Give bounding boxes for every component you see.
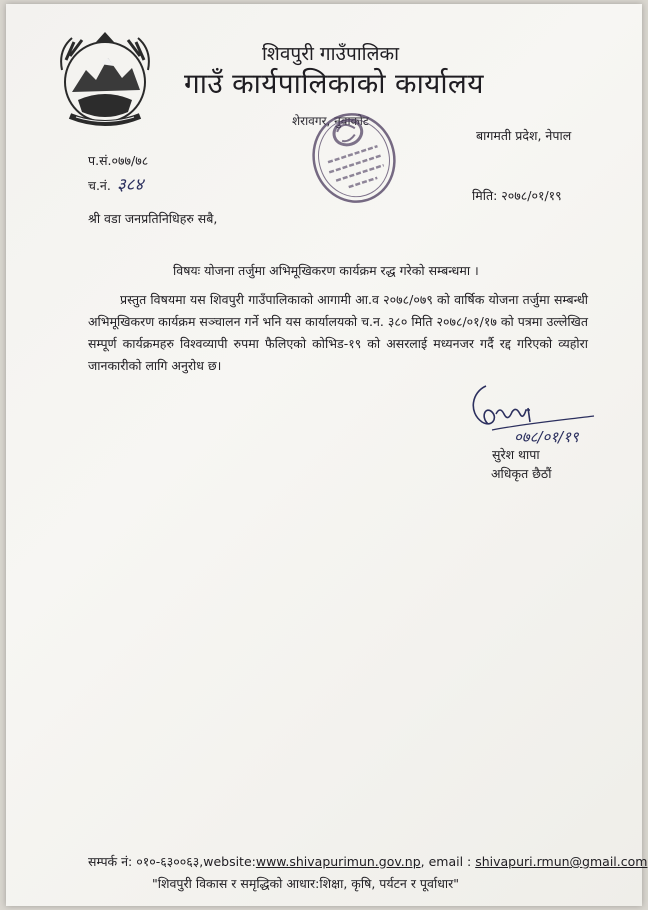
- letterhead-municipality: शिवपुरी गाउँपालिका: [262, 43, 399, 65]
- signature-date: ०७८/०१/१९: [514, 428, 579, 444]
- office-round-stamp-icon: [306, 106, 402, 210]
- nepal-government-emblem-icon: [56, 30, 154, 130]
- email-label: , email :: [420, 854, 476, 869]
- province-line: बागमती प्रदेश, नेपाल: [476, 128, 572, 143]
- dispatch-label: च.नं.: [88, 178, 111, 193]
- subject-line: विषयः योजना तर्जुमा अभिमूखिकरण कार्यक्रम रद्ध गरेको सम्बन्धमा ।: [173, 263, 479, 278]
- letterhead-address: शेरावगर, नुवाकोट: [292, 114, 369, 128]
- letter-date: मिति: २०७८/०१/१९: [472, 188, 562, 203]
- website-link[interactable]: www.shivapurimun.gov.np: [255, 854, 421, 869]
- signatory-title: अधिकृत छैठौं: [491, 466, 552, 481]
- signature-icon: [462, 382, 600, 444]
- footer-contact: [88, 853, 647, 870]
- body-paragraph: प्रस्तुत विषयमा यस शिवपुरी गाउँपालिकाको आगामी आ.व २०७८/०७९ को वार्षिक योजना तर्जुमा सम्बन्धी अभिमूखिकरण कार्यक्रम सञ्चालन गर्ने भनि यस कार्यालयको च.न. ३८० मिति २०७८/०१/१७ को पत्रमा उल्लेखित सम्पूर्ण कार्यक्रमहरु विश्वव्यापी रुपमा फैलिएको कोभिड-१९ को असरलाई मध्यनजर गर्दै रद्द गरिएको व्यहोरा जानकारीको लागि अनुरोध छ।: [88, 292, 588, 373]
- footer-tagline: "शिवपुरी विकास र समृद्धिको आधार:शिक्षा, कृषि, पर्यटन र पूर्वाधार": [152, 876, 459, 891]
- email-link[interactable]: shivapuri.rmun@gmail.com: [475, 854, 648, 869]
- reference-number: प.सं.०७७/७८: [88, 153, 149, 168]
- contact-prefix: सम्पर्क नं: ०१०-६३००६३,website:: [88, 854, 256, 869]
- addressee: श्री वडा जनप्रतिनिधिहरु सबै,: [88, 211, 218, 226]
- signatory-name: सुरेश थापा: [492, 447, 540, 462]
- letterhead-office: गाउँ कार्यपालिकाको कार्यालय: [184, 67, 484, 100]
- dispatch-number: [88, 172, 143, 195]
- dispatch-value: ३८४: [116, 175, 144, 195]
- letter-page: [6, 4, 648, 906]
